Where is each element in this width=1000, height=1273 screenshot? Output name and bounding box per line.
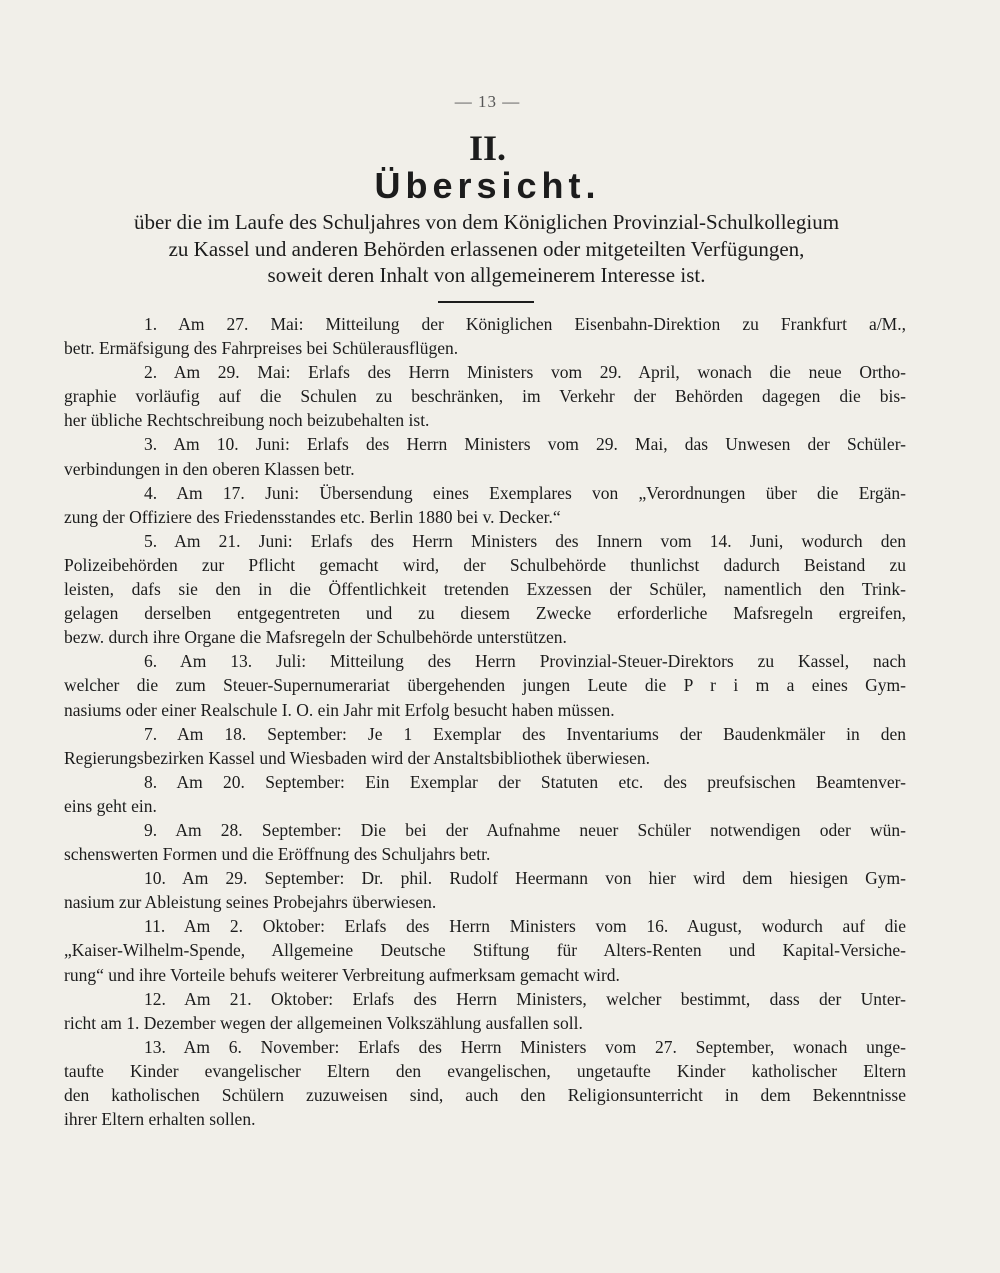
entry-line: richt am 1. Dezember wegen der allgemeinen Volkszählung ausfallen soll. (64, 1012, 583, 1033)
entry-line: 2. Am 29. Mai: Erlafs des Herrn Ministers vom 29. April, wonach die neue Ortho- (144, 362, 906, 383)
list-item (64, 1035, 906, 1131)
entry-line: betr. Ermäfsigung des Fahrpreises bei Schülerausflügen. (64, 338, 459, 359)
entry-line: Regierungsbezirken Kassel und Wiesbaden wird der Anstaltsbibliothek überwiesen. (64, 747, 651, 768)
entry-line: „Kaiser-Wilhelm-Spende, Allgemeine Deutsche Stiftung für Alters-Renten und Kapital-Versiche- (64, 940, 906, 961)
entry-line: bezw. durch ihre Organe die Mafsregeln der Schulbehörde unterstützen. (64, 627, 567, 648)
page-number: — 13 — (454, 92, 521, 111)
section-title: Übersicht. (374, 165, 601, 206)
entry-line: 1. Am 27. Mai: Mitteilung der Königlichen Eisenbahn-Direktion zu Frankfurt a/M., (144, 314, 906, 334)
entry-line: 3. Am 10. Juni: Erlafs des Herrn Ministers vom 29. Mai, das Unwesen der Schüler- (144, 434, 906, 455)
entry-line: gelagen derselben entgegentreten und zu diesem Zwecke erforderliche Mafsregeln ergreifen, (64, 603, 906, 624)
entry-line: ihrer Eltern erhalten sollen. (64, 1109, 256, 1130)
entry-line: nasiums oder einer Realschule I. O. ein Jahr mit Erfolg besucht haben müssen. (64, 699, 615, 720)
entry-line: verbindungen in den oberen Klassen betr. (64, 458, 355, 479)
entry-line: zung der Offiziere des Friedensstandes etc. Berlin 1880 bei v. Decker.“ (64, 506, 561, 527)
section-subtitle (64, 209, 909, 289)
entry-line: schenswerten Formen und die Eröffnung des Schuljahrs betr. (64, 844, 491, 865)
entry-line: 10. Am 29. September: Dr. phil. Rudolf Heermann von hier wird dem hiesigen Gym- (144, 868, 906, 889)
list-item (64, 529, 906, 649)
entry-line: 11. Am 2. Oktober: Erlafs des Herrn Ministers vom 16. August, wodurch auf die (144, 916, 906, 937)
list-item (64, 432, 906, 480)
entry-line: 4. Am 17. Juni: Übersendung eines Exemplares von „Verordnungen über die Ergän- (144, 482, 906, 503)
subtitle-line: über die im Laufe des Schuljahres von dem Königlichen Provinzial-Schulkollegium (133, 210, 840, 234)
list-item (64, 481, 906, 529)
list-item (64, 649, 906, 721)
entry-line: 6. Am 13. Juli: Mitteilung des Herrn Provinzial-Steuer-Direktors zu Kassel, nach (144, 651, 906, 672)
subtitle-line: zu Kassel und anderen Behörden erlassenen oder mitgeteilten Verfügungen, (168, 236, 805, 261)
entry-line: her übliche Rechtschreibung noch beizubehalten ist. (64, 410, 430, 431)
list-item (64, 722, 906, 770)
subtitle-line: soweit deren Inhalt von allgemeinerem Interesse ist. (267, 263, 706, 287)
entry-line: nasium zur Ableistung seines Probejahrs überwiesen. (64, 892, 437, 913)
list-item (64, 818, 906, 866)
entry-line: Polizeibehörden zur Pflicht gemacht wird, der Schulbehörde thunlichst dadurch Beistand zu (64, 554, 906, 575)
entry-line: rung“ und ihre Vorteile behufs weiterer Verbreitung aufmerksam gemacht wird. (64, 964, 620, 985)
title-divider (438, 301, 534, 303)
entry-line: taufte Kinder evangelischer Eltern den evangelischen, ungetaufte Kinder katholischer Eltern (64, 1060, 906, 1081)
list-item (64, 987, 906, 1035)
entry-line: 12. Am 21. Oktober: Erlafs des Herrn Ministers, welcher bestimmt, dass der Unter- (144, 988, 906, 1009)
list-item (64, 360, 906, 432)
list-item (64, 914, 906, 986)
entry-line: welcher die zum Steuer-Supernumerariat übergehenden jungen Leute die P r i m a eines Gym- (64, 675, 906, 696)
entry-line: 7. Am 18. September: Je 1 Exemplar des Inventariums der Baudenkmäler in den (144, 723, 906, 744)
entry-line: 9. Am 28. September: Die bei der Aufnahme neuer Schüler notwendigen oder wün- (144, 819, 906, 840)
list-item (64, 312, 906, 360)
entry-line: graphie vorläufig auf die Schulen zu beschränken, im Verkehr der Behörden dagegen die bis- (64, 386, 906, 407)
entry-line: 13. Am 6. November: Erlafs des Herrn Ministers vom 27. September, wonach unge- (144, 1036, 906, 1057)
entries-list (64, 312, 906, 1131)
list-item (64, 866, 906, 914)
section-number: II. (468, 128, 507, 168)
entry-line: 5. Am 21. Juni: Erlafs des Herrn Ministers des Innern vom 14. Juni, wodurch den (144, 530, 906, 551)
list-item (64, 770, 906, 818)
entry-line: leisten, dafs sie den in die Öffentlichkeit tretenden Exzessen der Schüler, namentlich den Trink- (64, 579, 906, 600)
entry-line: eins geht ein. (64, 795, 157, 816)
entry-line: den katholischen Schülern zuzuweisen sind, auch den Religionsunterricht in dem Bekenntnisse (64, 1085, 906, 1105)
entry-line: 8. Am 20. September: Ein Exemplar der Statuten etc. des preufsischen Beamtenver- (144, 771, 906, 792)
